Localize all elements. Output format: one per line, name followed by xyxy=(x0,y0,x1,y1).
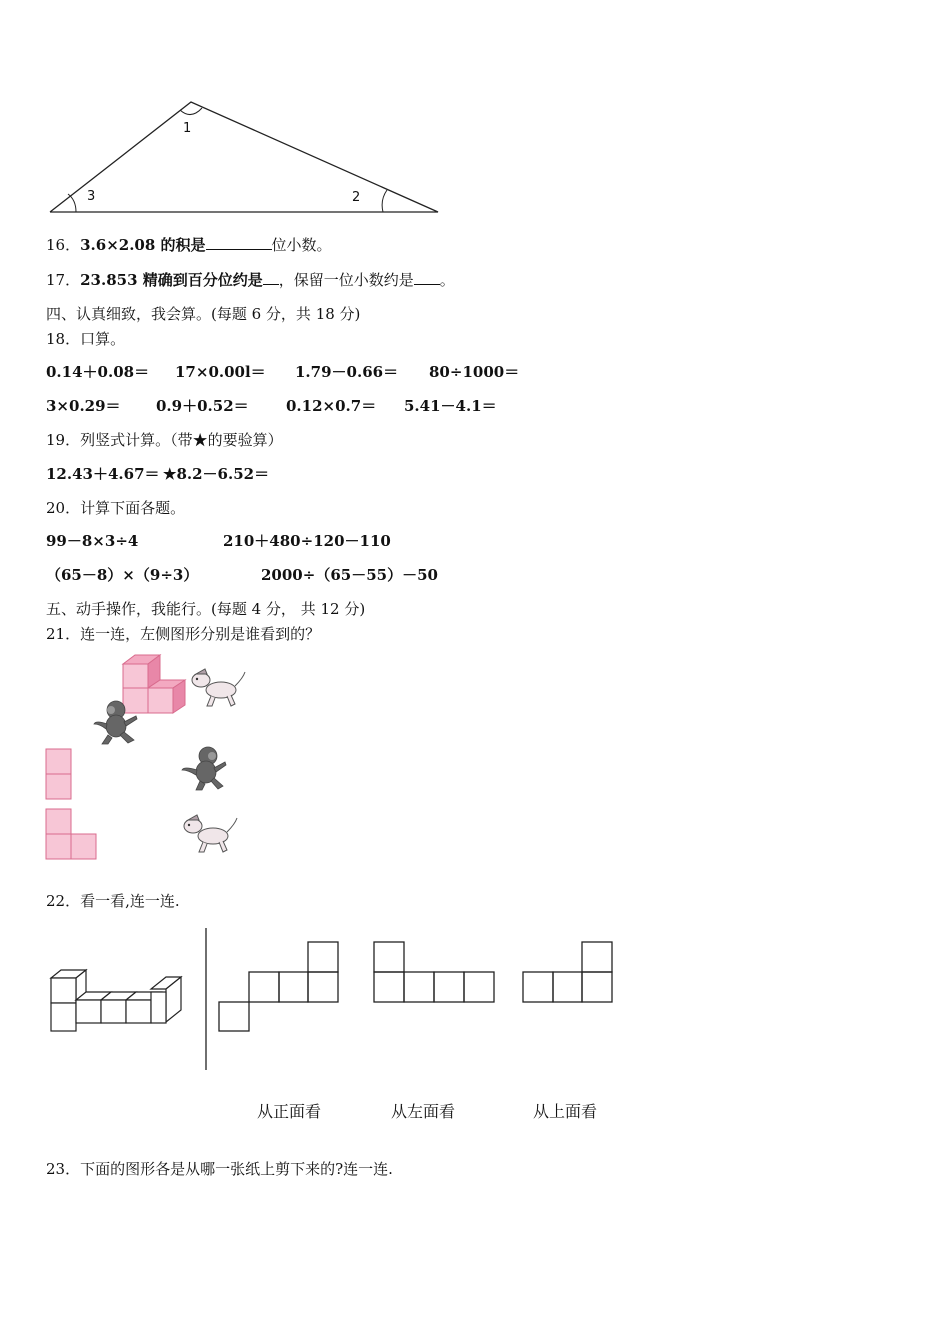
q19-item: 12.43＋4.67＝ xyxy=(46,465,160,483)
q18-item: 0.14＋0.08＝ xyxy=(46,363,150,381)
view-label-left[interactable]: 从左面看 xyxy=(391,1102,456,1121)
q18-item: 17×0.00l＝ xyxy=(175,363,266,381)
angle-label-3: 3 xyxy=(87,189,96,204)
q20-item: 99－8×3÷4 xyxy=(46,532,139,550)
q16-text-end: 位小数。 xyxy=(271,236,332,254)
section-5-title: 五、动手操作，我能行。(每题 4 分， 共 12 分) xyxy=(46,600,366,618)
q17-number: 17． xyxy=(46,271,81,289)
q17-text: 23.853 精确到百分位约是 xyxy=(80,271,263,289)
q18-item: 0.12×0.7＝ xyxy=(286,397,377,415)
q18-title: 18．口算。 xyxy=(46,330,126,348)
q18-item: 0.9＋0.52＝ xyxy=(156,397,249,415)
q20-item: （65－8）×（9÷3） xyxy=(46,566,199,584)
q20-item: 2000÷（65－55）－50 xyxy=(261,566,438,584)
view-label-front[interactable]: 从正面看 xyxy=(257,1102,322,1121)
q19-item: ★8.2－6.52＝ xyxy=(163,465,270,483)
angle-label-2: 2 xyxy=(352,190,361,205)
q18-item: 80÷1000＝ xyxy=(429,363,520,381)
q21-title: 21．连一连，左侧图形分别是谁看到的？ xyxy=(46,625,321,643)
view-label-top[interactable]: 从上面看 xyxy=(533,1102,598,1121)
q19-title: 19．列竖式计算。（带★的要验算） xyxy=(46,431,283,449)
q22-title: 22．看一看,连一连. xyxy=(46,892,180,910)
q17-text-end: 。 xyxy=(439,271,455,289)
q20-item: 210＋480÷120－110 xyxy=(223,532,391,550)
q16-text: 3.6×2.08 的积是 xyxy=(80,236,206,254)
q20-title: 20．计算下面各题。 xyxy=(46,499,186,517)
section-4-title: 四、认真细致，我会算。(每题 6 分，共 18 分) xyxy=(46,305,361,323)
q17-text-mid: ，保留一位小数约是 xyxy=(278,271,414,289)
q18-item: 1.79－0.66＝ xyxy=(295,363,399,381)
angle-label-1: 1 xyxy=(183,121,192,136)
q16-number: 16． xyxy=(46,236,81,254)
q18-item: 5.41－4.1＝ xyxy=(404,397,497,415)
q23-title: 23．下面的图形各是从哪一张纸上剪下来的?连一连. xyxy=(46,1160,393,1178)
q18-item: 3×0.29＝ xyxy=(46,397,121,415)
